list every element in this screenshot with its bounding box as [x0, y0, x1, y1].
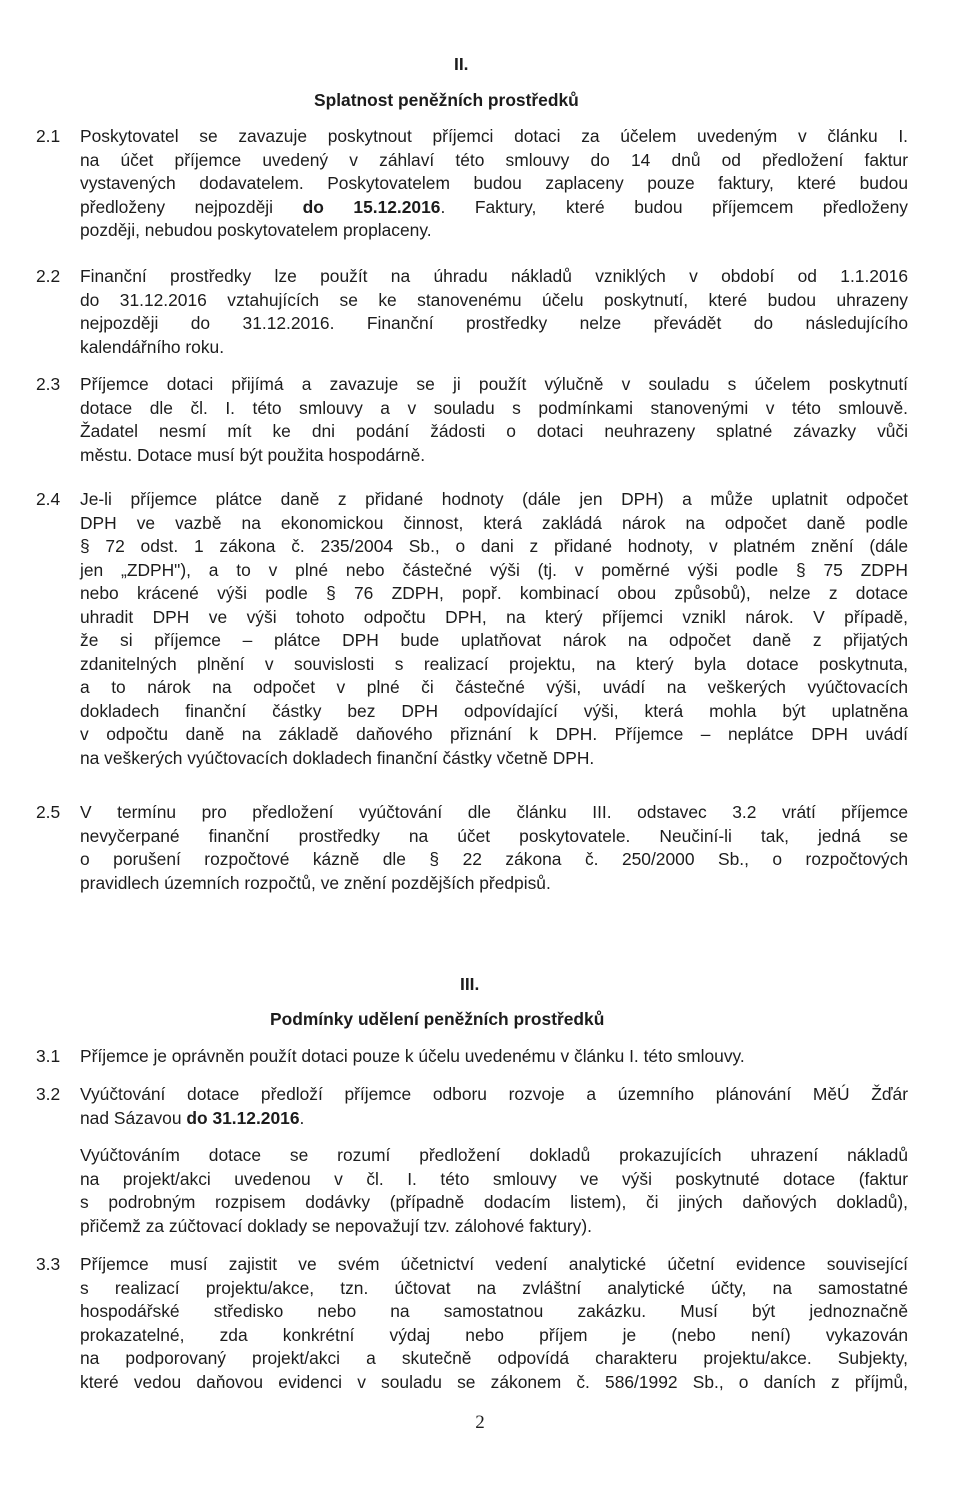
text-segment: nad Sázavou: [80, 1107, 182, 1128]
clause-line: zdanitelných plnění v souvislosti s realizací projektu, na který byla dotace poskytnuta,: [80, 653, 908, 674]
clause-line: dokladech finanční částky bez DPH odpovídající výši, která mohla být uplatněna: [80, 700, 908, 721]
text-segment: předloženy nejpozději: [80, 196, 273, 217]
clause-3-3: [36, 1253, 908, 1394]
clause-line: kalendářního roku.: [80, 336, 225, 357]
clause-line: přičemž za zúčtovací doklady se nepovažují tzv. zálohové faktury).: [80, 1215, 592, 1236]
clause-line: Finanční prostředky lze použít na úhradu nákladů vzniklých v období od 1.1.2016: [80, 266, 908, 286]
clause-line: Žadatel nesmí mít ke dni podání žádosti o dotaci neuhrazeny splatné závazky vůči: [80, 421, 908, 441]
clause-line: na projekt/akci uvedenou v čl. I. této smlouvy ve výši poskytnuté dotace (faktur: [80, 1168, 908, 1189]
section-3-title: Podmínky udělení peněžních prostředků: [270, 1009, 605, 1029]
section-2-title: Splatnost peněžních prostředků: [314, 90, 579, 110]
clause-line: Příjemce musí zajistit ve svém účetnictví vedení analytické účetní evidence související: [80, 1254, 908, 1274]
clause-line: na účet příjemce uvedený v záhlaví této smlouvy do 14 dnů od předložení faktur: [80, 149, 908, 170]
clause-2-1: [36, 125, 908, 243]
clause-line: nevyčerpané finanční prostředky na účet poskytovatele. Neučiní-li tak, jedná se: [80, 825, 908, 846]
text-segment: . Faktury, které budou příjemcem předloženy: [440, 196, 908, 217]
clause-line: pravidlech územních rozpočtů, ve znění pozdějších předpisů.: [80, 872, 551, 893]
clause-number: 2.3: [36, 374, 61, 394]
clause-3-1: [36, 1045, 908, 1069]
clause-line: Poskytovatel se zavazuje poskytnout příjemci dotaci za účelem uvedeným v článku I.: [80, 126, 908, 146]
clause-line: které vedou daňovou evidenci v souladu se zákonem č. 586/1992 Sb., o daních z příjmů,: [80, 1371, 908, 1392]
clause-line: městu. Dotace musí být použita hospodárně.: [80, 444, 426, 465]
clause-line: a to nárok na odpočet v plné či částečné výši, uvádí na veškerých vyúčtovacích: [80, 677, 908, 697]
clause-line: na podporovaný projekt/akci a skutečně odpovídá charakteru projektu/akce. Subjekty,: [80, 1348, 908, 1368]
clause-line: Příjemce je oprávněn použít dotaci pouze k účelu uvedenému v článku I. této smlouvy.: [80, 1046, 745, 1066]
clause-line: s realizací projektu/akce, tzn. účtovat na zvláštní analytické účty, na samostatné: [80, 1277, 908, 1298]
clause-3-2-extra: [80, 1144, 908, 1238]
clause-line: vystavených dodavatelem. Poskytovatelem budou zaplaceny pouze faktury, které budou: [80, 173, 908, 193]
clause-line: Příjemce dotaci přijímá a zavazuje se ji použít výlučně v souladu s účelem poskytnutí: [80, 374, 908, 394]
clause-line: prokazatelné, zda konkrétní výdaj nebo příjem je (nebo není) vykazován: [80, 1324, 908, 1345]
clause-line: do 31.12.2016 vztahujících se ke stanovenému účelu poskytnutí, které budou uhrazeny: [80, 289, 908, 310]
clause-number: 2.1: [36, 126, 61, 146]
clause-line: [80, 1107, 908, 1131]
clause-number: 3.2: [36, 1084, 61, 1104]
clause-line: o porušení rozpočtové kázně dle § 22 zákona č. 250/2000 Sb., o rozpočtových: [80, 849, 908, 869]
deadline-date: do 31.12.2016: [186, 1107, 300, 1128]
section-2-number: II.: [454, 54, 469, 74]
clause-line: § 72 odst. 1 zákona č. 235/2004 Sb., o dani z přidané hodnoty, v platném znění (dále: [80, 536, 908, 556]
clause-line: nejpozději do 31.12.2016. Finanční prostředky nelze převádět do následujícího: [80, 313, 908, 333]
clause-line: nebo krácené výši podle § 76 ZDPH, popř. kombinací obou způsobů), nelze z dotace: [80, 583, 908, 603]
clause-line: uhradit DPH ve výši tohoto odpočtu DPH, na který příjemci vznikl nárok. V případě,: [80, 606, 908, 627]
clause-line: DPH ve vazbě na ekonomickou činnost, která zakládá nárok na odpočet daně podle: [80, 512, 908, 533]
deadline-date: do 15.12.2016: [302, 196, 441, 217]
clause-line: že si příjemce – plátce DPH bude uplatňovat nárok na odpočet daně z přijatých: [80, 630, 908, 650]
clause-number: 3.3: [36, 1254, 61, 1274]
clause-number: 2.5: [36, 802, 61, 822]
clause-line: s podrobným rozpisem dodávky (případně dodacím listem), či jiných daňových dokladů),: [80, 1192, 908, 1212]
clause-line: později, nebudou poskytovatelem proplaceny.: [80, 220, 432, 240]
clause-line: Vyúčtování dotace předloží příjemce odboru rozvoje a územního plánování MěÚ Žďár: [80, 1084, 908, 1104]
clause-line: jen „ZDPH"), a to v plné nebo částečné výši (tj. v poměrné výši podle § 75 ZDPH: [80, 559, 908, 580]
clause-2-3: [36, 373, 908, 467]
clause-line: na veškerých vyúčtovacích dokladech finanční částky včetně DPH.: [80, 747, 595, 768]
clause-line: hospodářské středisko nebo na samostatnou zakázku. Musí být jednoznačně: [80, 1301, 908, 1321]
clause-2-5: [36, 801, 908, 895]
clause-line: dotace dle čl. I. této smlouvy a v souladu s podmínkami stanovenými v této smlouvě.: [80, 397, 908, 418]
page-number: 2: [475, 1412, 485, 1433]
clause-number: 3.1: [36, 1046, 61, 1066]
clause-2-2: [36, 265, 908, 359]
clause-line: Je-li příjemce plátce daně z přidané hodnoty (dále jen DPH) a může uplatnit odpočet: [80, 489, 908, 509]
clause-number: 2.2: [36, 266, 61, 286]
clause-line: [80, 196, 908, 220]
clause-number: 2.4: [36, 489, 61, 509]
section-3-number: III.: [460, 974, 480, 994]
clause-2-4: [36, 488, 908, 770]
clause-line: v odpočtu daně na základě daňového přiznání k DPH. Příjemce – neplátce DPH uvádí: [80, 724, 908, 744]
clause-line: V termínu pro předložení vyúčtování dle článku III. odstavec 3.2 vrátí příjemce: [80, 802, 908, 822]
clause-line: Vyúčtováním dotace se rozumí předložení dokladů prokazujících uhrazení nákladů: [80, 1145, 908, 1165]
text-segment: .: [299, 1107, 305, 1128]
clause-3-2: [36, 1083, 908, 1130]
